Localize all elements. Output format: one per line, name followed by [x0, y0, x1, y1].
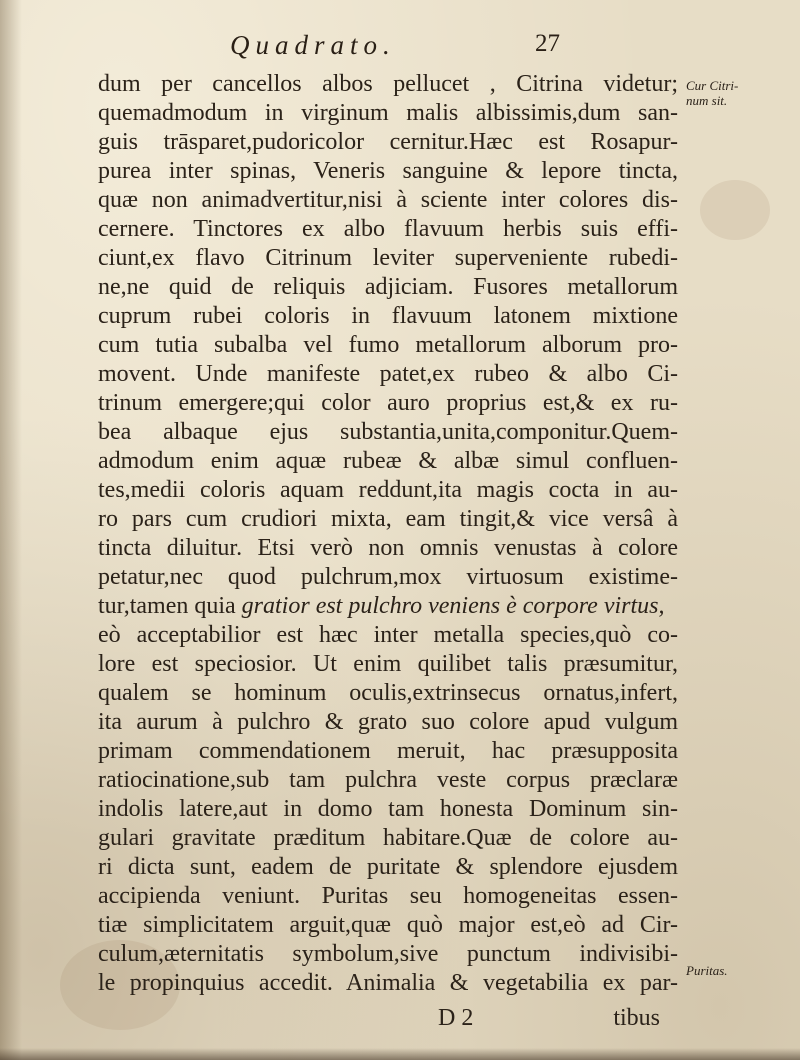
- text-line: lore est speciosior. Ut enim quilibet talis præsumitur,: [98, 651, 678, 677]
- signature-mark: D 2: [438, 1005, 474, 1031]
- paper-stain: [700, 180, 770, 240]
- text-line: purea inter spinas, Veneris sanguine & lepore tincta,: [98, 158, 678, 184]
- text-line: ita aurum à pulchro & grato suo colore apud vulgum: [98, 709, 678, 735]
- text-line: guis trāsparet,pudoricolor cernitur.Hæc est Rosapur-: [98, 129, 678, 155]
- body-text: [98, 70, 678, 998]
- text-line-with-quotation: [98, 592, 678, 621]
- text-line: gulari gravitate præditum habitare.Quæ de colore au-: [98, 825, 678, 851]
- page-number: 27: [535, 30, 560, 57]
- text-line: tincta diluitur. Etsi verò non omnis venustas à colore: [98, 535, 678, 561]
- text-line: trinum emergere;qui color auro proprius est,& ex ru-: [98, 390, 678, 416]
- text-line: culum,æternitatis symbolum,sive punctum indivisibi-: [98, 941, 678, 967]
- text-line: qualem se hominum oculis,extrinsecus ornatus,infert,: [98, 680, 678, 706]
- page-gutter-shadow: [0, 0, 22, 1060]
- running-head: [230, 30, 560, 70]
- italic-quotation: gratior est pulchro veniens è corpore virtus,: [241, 593, 665, 619]
- text-line: eò acceptabilior est hæc inter metalla species,quò co-: [98, 622, 678, 648]
- marginal-note-citrinum: [686, 78, 738, 108]
- marginal-note-puritas: Puritas.: [686, 963, 728, 978]
- text-line: accipienda veniunt. Puritas seu homogeneitas essen-: [98, 883, 678, 909]
- text-line: cuprum rubei coloris in flavuum latonem mixtione: [98, 303, 678, 329]
- text-line: quæ non animadvertitur,nisi à sciente inter colores dis-: [98, 187, 678, 213]
- marginal-note-line: Cur Citri-: [686, 78, 739, 93]
- text-line: ne,ne quid de reliquis adjiciam. Fusores metallorum: [98, 274, 678, 300]
- text-line: ri dicta sunt, eadem de puritate & splendore ejusdem: [98, 854, 678, 880]
- text-line: quemadmodum in virginum malis albissimis,dum san-: [98, 100, 678, 126]
- text-line: dum per cancellos albos pellucet , Citrina videtur;: [98, 71, 678, 97]
- text-line: le propinquius accedit. Animalia & vegetabilia ex par-: [98, 970, 678, 996]
- marginal-note-line: num sit.: [686, 93, 728, 108]
- text-line: tes,medii coloris aquam reddunt,ita magis cocta in au-: [98, 477, 678, 503]
- text-line: indolis latere,aut in domo tam honesta Dominum sin-: [98, 796, 678, 822]
- text-line: admodum enim aquæ rubeæ & albæ simul confluen-: [98, 448, 678, 474]
- text-line-lead: tur,tamen quia: [98, 593, 242, 619]
- text-line: cum tutia subalba vel fumo metallorum alborum pro-: [98, 332, 678, 358]
- text-line: bea albaque ejus substantia,unita,componitur.Quem-: [98, 419, 678, 445]
- running-title: Quadrato.: [230, 30, 396, 60]
- text-line: movent. Unde manifeste patet,ex rubeo & albo Ci-: [98, 361, 678, 387]
- text-line: ratiocinatione,sub tam pulchra veste corpus præclaræ: [98, 767, 678, 793]
- text-line: ro pars cum crudiori mixta, eam tingit,& vice versâ à: [98, 506, 678, 532]
- text-line: tiæ simplicitatem arguit,quæ quò major est,eò ad Cir-: [98, 912, 678, 938]
- text-line: cernere. Tinctores ex albo flavuum herbis suis effi-: [98, 216, 678, 242]
- text-line: primam commendationem meruit, hac præsupposita: [98, 738, 678, 764]
- page-bottom-edge: [0, 1048, 800, 1060]
- text-line: ciunt,ex flavo Citrinum leviter superveniente rubedi-: [98, 245, 678, 271]
- catchword: tibus: [613, 1005, 660, 1031]
- text-line: petatur,nec quod pulchrum,mox virtuosum existime-: [98, 564, 678, 590]
- page-footer: [420, 1005, 660, 1035]
